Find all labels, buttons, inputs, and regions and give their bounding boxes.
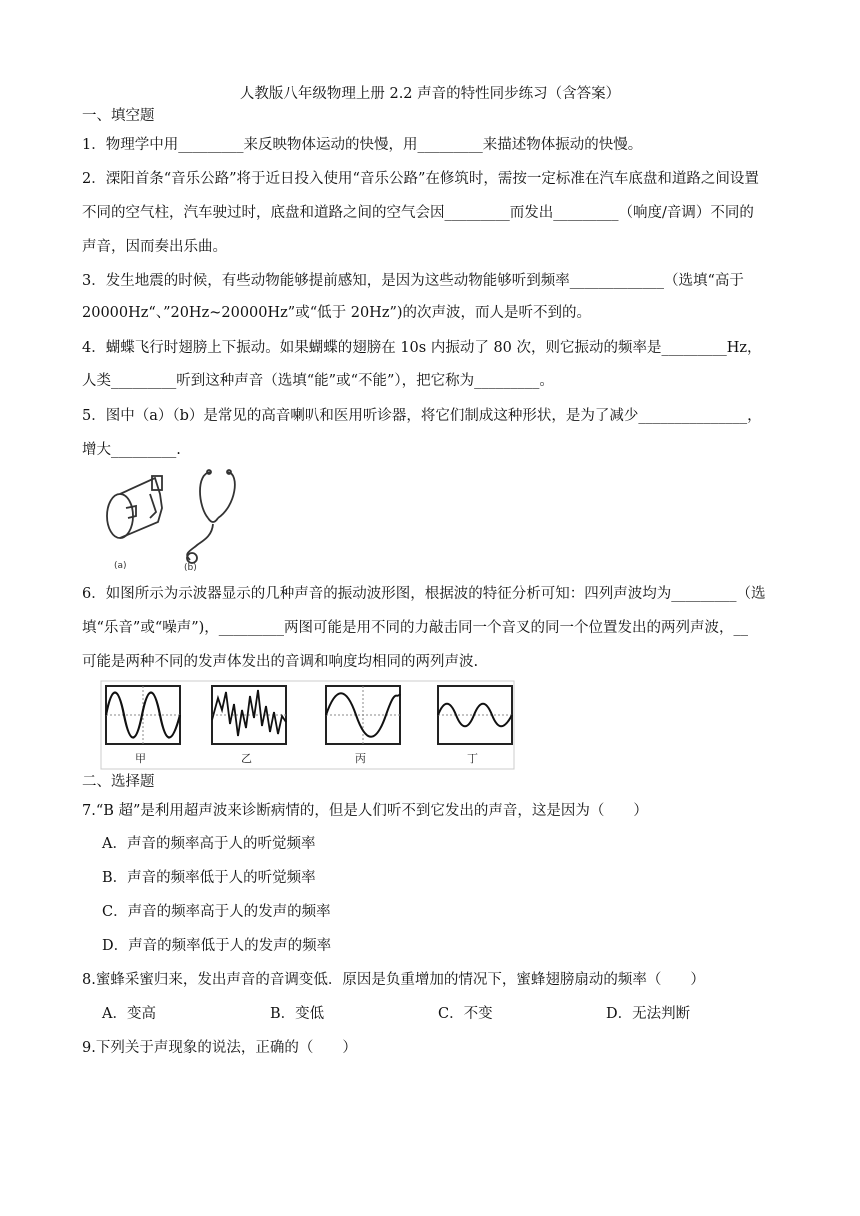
- question-7-option-d: D．声音的频率低于人的发声的频率: [102, 938, 332, 954]
- question-5-line-1: 5．图中（a）（b）是常见的高音喇叭和医用听诊器，将它们制成这种形状，是为了减少_______________，: [82, 408, 762, 424]
- figure-label-a: (a): [114, 561, 127, 571]
- question-2-line-3: 声音，因而奏出乐曲。: [82, 239, 227, 255]
- stethoscope-icon: [187, 470, 235, 563]
- question-3-line-1: 3．发生地震的时候，有些动物能够提前感知，是因为这些动物能够听到频率_____________（选填“高于: [82, 273, 744, 289]
- question-7-option-c: C．声音的频率高于人的发声的频率: [102, 904, 331, 920]
- question-8-option-c: C．不变: [438, 1006, 493, 1022]
- question-7-option-a: A．声音的频率高于人的听觉频率: [102, 836, 316, 852]
- waveform-label-yi: 乙: [241, 752, 252, 765]
- figure-label-b: (b): [184, 563, 197, 573]
- question-8-option-b: B．变低: [270, 1006, 325, 1022]
- waveform-label-bing: 丙: [355, 752, 366, 765]
- waveform-label-ding: 丁: [467, 752, 478, 765]
- waveform-label-jia: 甲: [135, 752, 146, 765]
- question-6-line-2: 填“乐音”或“噪声”)，_________两图可能是用不同的力敲击同一个音叉的同一个位置发出的两列声波，__: [82, 620, 749, 636]
- page-title: 人教版八年级物理上册 2.2 声音的特性同步练习（含答案）: [239, 86, 621, 102]
- question-2-line-2: 不同的空气柱，汽车驶过时，底盘和道路之间的空气会因_________而发出_________（响度/音调）不同的: [82, 205, 754, 221]
- question-6-line-1: 6．如图所示为示波器显示的几种声音的振动波形图，根据波的特征分析可知：四列声波均为_________（选: [82, 586, 766, 602]
- question-5-line-2: 增大_________.: [82, 442, 181, 458]
- section-fill-heading: 一、填空题: [82, 108, 155, 124]
- question-1: 1．物理学中用_________来反映物体运动的快慢，用_________来描述物体振动的快慢。: [82, 137, 643, 153]
- question-7-option-b: B．声音的频率低于人的听觉频率: [102, 870, 316, 886]
- question-8-option-a: A．变高: [102, 1006, 156, 1022]
- question-6-line-3: 可能是两种不同的发声体发出的音调和响度均相同的两列声波.: [82, 654, 479, 670]
- section-choice-heading: 二、选择题: [82, 774, 155, 790]
- horn-and-stethoscope-figure: [100, 466, 250, 574]
- question-4-line-1: 4．蝴蝶飞行时翅膀上下振动。如果蝴蝶的翅膀在 10s 内振动了 80 次，则它振动的频率是_________Hz，: [82, 340, 762, 356]
- question-3-line-2: 20000Hz“、”20Hz~20000Hz”或“低于 20Hz”)的次声波，而人是听不到的。: [82, 305, 592, 321]
- question-8-stem: 8.蜜蜂采蜜归来，发出声音的音调变低．原因是负重增加的情况下，蜜蜂翅膀扇动的频率（ ）: [82, 972, 705, 988]
- loudspeaker-icon: [107, 476, 162, 538]
- question-7-stem: 7.“B 超”是利用超声波来诊断病情的，但是人们听不到它发出的声音，这是因为（ ）: [82, 803, 648, 819]
- question-8-option-d: D．无法判断: [606, 1006, 691, 1022]
- question-2-line-1: 2．溧阳首条“音乐公路”将于近日投入使用“音乐公路”在修筑时，需按一定标准在汽车底盘和道路之间设置: [82, 171, 759, 187]
- question-4-line-2: 人类_________听到这种声音（选填“能”或“不能”），把它称为_________。: [82, 373, 554, 389]
- oscilloscope-waveforms-figure: [100, 680, 515, 770]
- question-9-stem: 9.下列关于声现象的说法，正确的（ ）: [82, 1040, 357, 1056]
